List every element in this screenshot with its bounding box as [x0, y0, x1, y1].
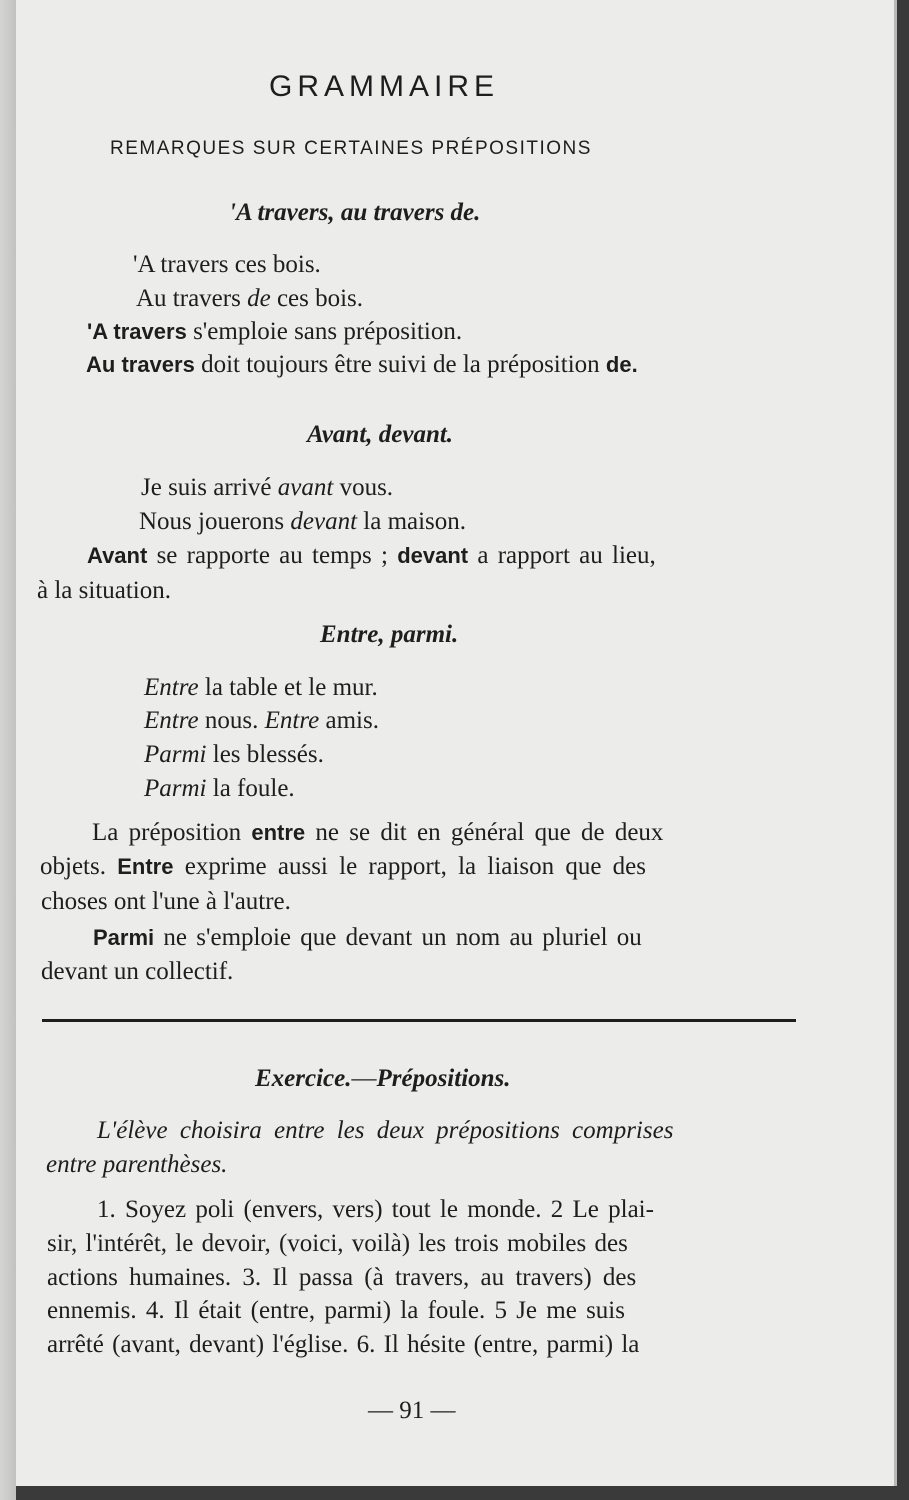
paragraph-line: choses ont l'une à l'autre. — [41, 888, 291, 915]
example-line: Parmi la foule. — [144, 775, 295, 802]
exercise-line: ennemis. 4. Il était (entre, parmi) la foule. 5 Je me suis — [47, 1297, 625, 1324]
exercise-line: sir, l'intérêt, le devoir, (voici, voilà) les trois mobiles des — [47, 1230, 628, 1257]
example-line: Au travers de ces bois. — [136, 285, 364, 312]
section-heading-entre-parmi: Entre, parmi. — [320, 621, 459, 648]
page-edge-shadow — [0, 0, 16, 1500]
section-divider — [42, 1019, 796, 1022]
rule-line: Avant se rapporte au temps ; devant a rapport au lieu, — [87, 542, 656, 569]
example-line: Entre nous. Entre amis. — [144, 707, 379, 734]
section-heading-a-travers: 'A travers, au travers de. — [229, 199, 481, 226]
exercise-line: 1. Soyez poli (envers, vers) tout le monde. 2 Le plai- — [97, 1196, 654, 1223]
rule-line: 'A travers s'emploie sans préposition. — [87, 318, 463, 345]
section-heading-avant-devant: Avant, devant. — [307, 421, 454, 448]
page-title: GRAMMAIRE — [269, 70, 500, 103]
exercise-line: actions humaines. 3. Il passa (à travers, au travers) des — [47, 1264, 637, 1291]
paragraph-line: objets. Entre exprime aussi le rapport, la liaison que des — [40, 853, 646, 880]
example-line: Entre la table et le mur. — [144, 674, 378, 701]
exercise-instruction: entre parenthèses. — [46, 1151, 228, 1178]
example-line: Parmi les blessés. — [144, 741, 324, 768]
example-line: 'A travers ces bois. — [133, 251, 321, 278]
page-number: — 91 — — [368, 1397, 456, 1424]
page-subtitle: REMARQUES SUR CERTAINES PRÉPOSITIONS — [110, 138, 592, 159]
paragraph-line: Parmi ne s'emploie que devant un nom au pluriel ou — [93, 924, 642, 951]
example-line: Nous jouerons devant la maison. — [139, 508, 467, 535]
exercise-instruction: L'élève choisira entre les deux prépositions comprises — [97, 1117, 674, 1144]
rule-line: Au travers doit toujours être suivi de la préposition de. — [86, 351, 638, 378]
paragraph-line: La préposition entre ne se dit en général que de deux — [92, 819, 664, 846]
exercise-line: arrêté (avant, devant) l'église. 6. Il hésite (entre, parmi) la — [47, 1331, 640, 1358]
example-line: Je suis arrivé avant vous. — [141, 474, 394, 501]
exercise-heading: Exercice.—Prépositions. — [255, 1065, 511, 1092]
rule-continuation: à la situation. — [37, 577, 171, 604]
paragraph-line: devant un collectif. — [41, 958, 234, 985]
